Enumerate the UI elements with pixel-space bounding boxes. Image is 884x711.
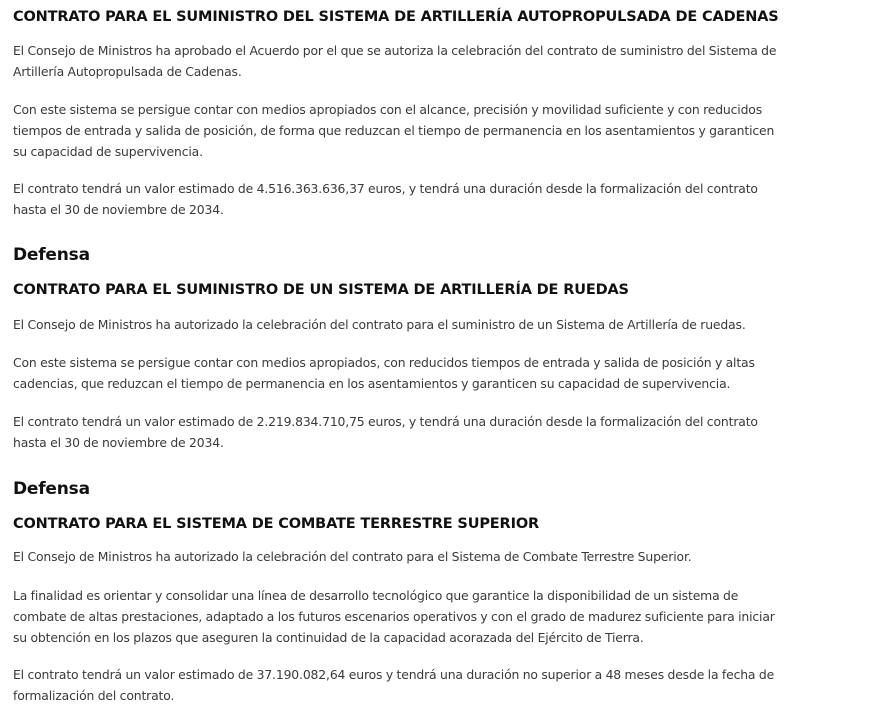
article-paragraph: El contrato tendrá un valor estimado de 2.219.834.710,75 euros, y tendrá una duración desde la formalización del contrato hasta el 30 de noviembre de 2034.: [13, 414, 758, 450]
article-paragraph: El Consejo de Ministros ha autorizado la celebración del contrato para el suministro de un Sistema de Artillería de ruedas.: [13, 317, 746, 332]
article-paragraph: Con este sistema se persigue contar con medios apropiados, con reducidos tiempos de entrada y salida de posición y altas cadencias, que reduzcan el tiempo de permanencia en los asentamientos y garanticen su capacidad de supervivencia.: [13, 355, 755, 391]
article-paragraph: La finalidad es orientar y consolidar una línea de desarrollo tecnológico que garantice la disponibilidad de un sistema de combate de altas prestaciones, adaptado a los futuros escenarios operativos y con el grado de madurez suficiente para iniciar su obtención en los plazos que aseguren la continuidad de la capacidad acorazada del Ejército de Tierra.: [13, 588, 775, 645]
article-paragraph: El Consejo de Ministros ha autorizado la celebración del contrato para el Sistema de Combate Terrestre Superior.: [13, 549, 692, 564]
category-heading: Defensa: [13, 245, 90, 265]
article-paragraph: Con este sistema se persigue contar con medios apropiados con el alcance, precisión y movilidad suficiente y con reducidos tiempos de entrada y salida de posición, de forma que reduzcan el tiempo de permanencia en los asentamientos y garanticen su capacidad de supervivencia.: [13, 102, 775, 159]
article-paragraph: El contrato tendrá un valor estimado de 37.190.082,64 euros y tendrá una duración no superior a 48 meses desde la fecha de formalización del contrato.: [13, 667, 775, 703]
article-title: CONTRATO PARA EL SISTEMA DE COMBATE TERRESTRE SUPERIOR: [13, 516, 540, 532]
category-heading: Defensa: [13, 479, 90, 499]
article-title: CONTRATO PARA EL SUMINISTRO DE UN SISTEMA DE ARTILLERÍA DE RUEDAS: [13, 282, 629, 298]
article-paragraph: El Consejo de Ministros ha aprobado el Acuerdo por el que se autoriza la celebración del contrato de suministro del Sistema de Artillería Autopropulsada de Cadenas.: [13, 43, 777, 79]
article-title: CONTRATO PARA EL SUMINISTRO DEL SISTEMA DE ARTILLERÍA AUTOPROPULSADA DE CADENAS: [13, 9, 779, 25]
article-paragraph: El contrato tendrá un valor estimado de 4.516.363.636,37 euros, y tendrá una duración desde la formalización del contrato hasta el 30 de noviembre de 2034.: [13, 181, 758, 217]
